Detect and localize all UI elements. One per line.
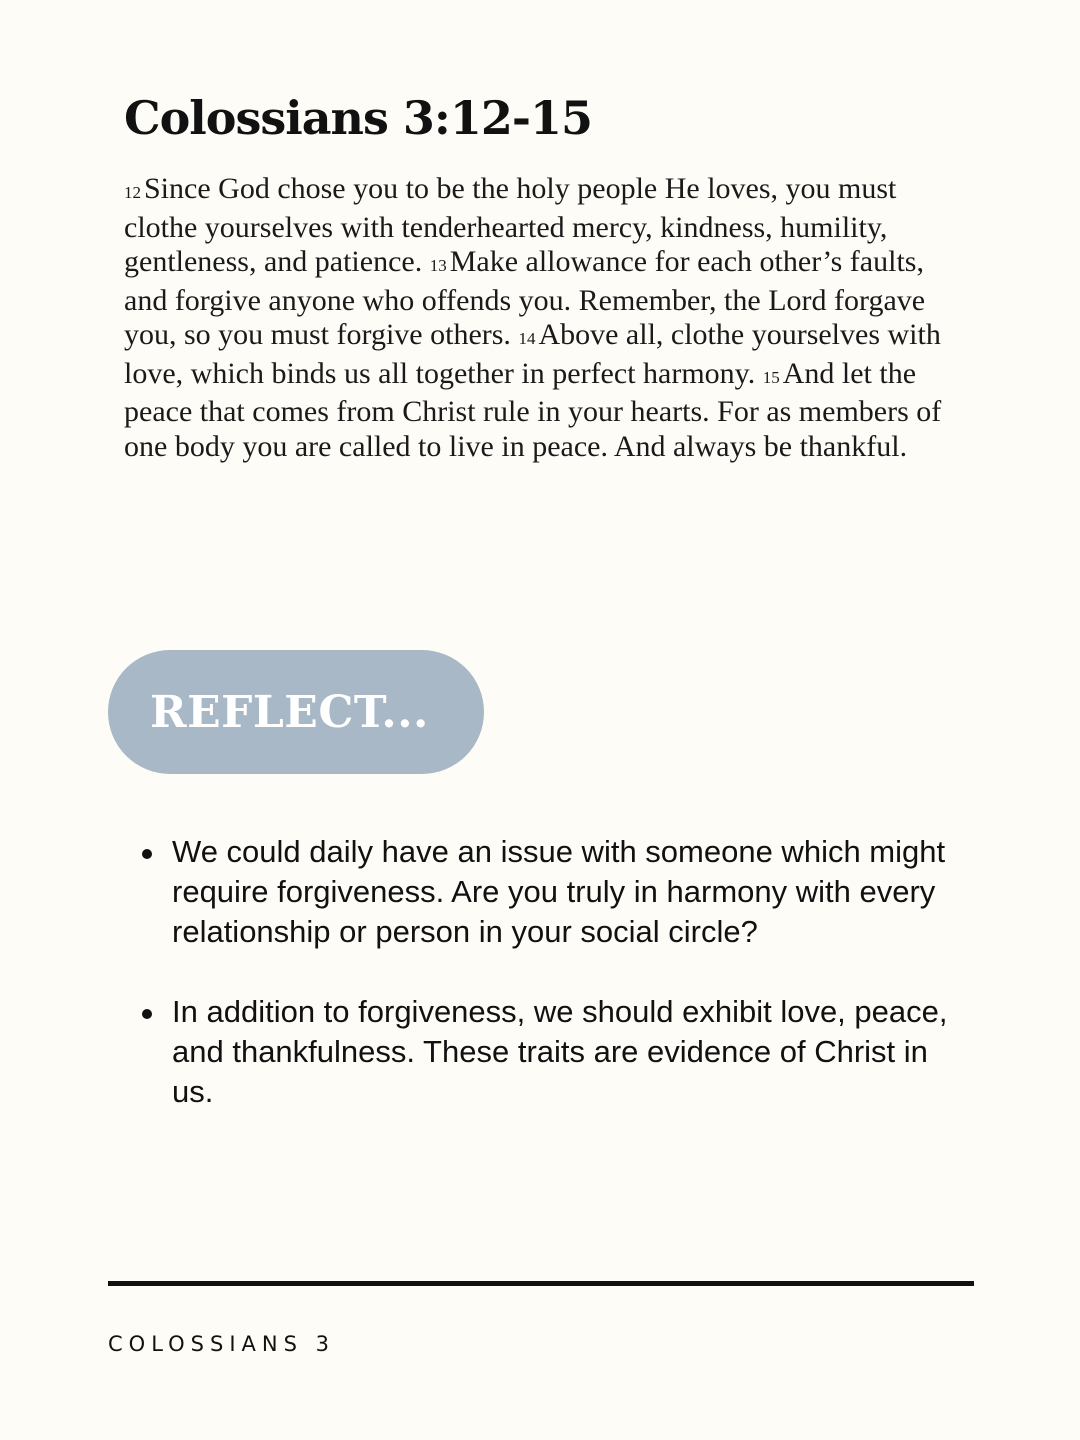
list-item: [142, 992, 972, 1112]
verse-number: 15: [762, 367, 780, 387]
divider: [108, 1281, 974, 1286]
verse-text: Since God chose you to be the holy people He loves, you must clothe yourselves with tenderhearted mercy, kindness, humility, gentleness, and patience.: [124, 172, 897, 278]
reflection-text: In addition to forgiveness, we should exhibit love, peace, and thankfulness. These traits are evidence of Christ in us.: [172, 994, 948, 1109]
verse-number: 12: [124, 183, 141, 202]
list-item: [142, 832, 972, 952]
scripture-passage: [124, 172, 964, 464]
bullet-icon: [142, 1009, 152, 1019]
verse-number: 14: [518, 329, 536, 348]
reflect-badge: [108, 650, 484, 774]
verse-text: Make allowance for each other’s faults, and forgive anyone who offends you. Remember, the Lord forgave you, so you must forgive others.: [124, 245, 926, 351]
reflect-heading: REFLECT...: [150, 686, 429, 738]
page-title: Colossians 3:12-15: [124, 91, 592, 145]
verse-text: Above all, clothe yourselves with love, which binds us all together in perfect harmony.: [124, 318, 941, 390]
reflection-list: [142, 832, 972, 1152]
verse-text: And let the peace that comes from Christ rule in your hearts. For as members of one body you are called to live in peace. And always be thankful.: [124, 356, 942, 463]
footer-label: COLOSSIANS 3: [108, 1332, 335, 1356]
bullet-icon: [142, 849, 152, 859]
verse-number: 13: [429, 256, 447, 275]
reflection-text: We could daily have an issue with someone which might require forgiveness. Are you truly in harmony with every relationship or person in your social circle?: [172, 834, 946, 949]
